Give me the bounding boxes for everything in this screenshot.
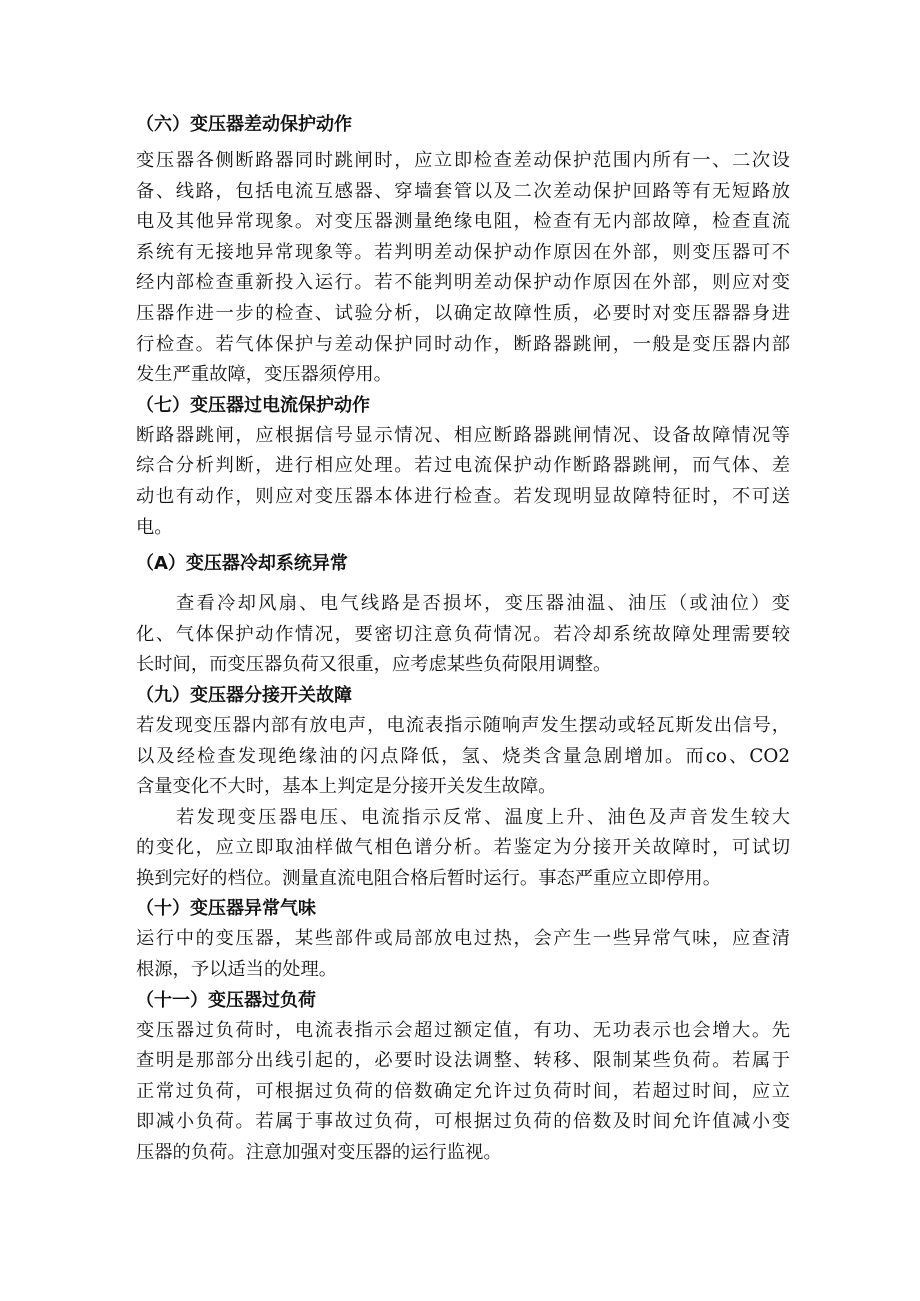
text-line: 查看冷却风扇、电气线路是否损坏，变压器油温、油压（或油位）变: [176, 593, 790, 615]
section: [136, 894, 790, 985]
paragraph: [136, 1016, 790, 1169]
text-line: 变压器过负荷时，电流表指示会超过额定值，有功、无功表示也会增大。先: [136, 1019, 790, 1041]
paragraph: [136, 924, 790, 985]
text-line: 电。: [136, 516, 173, 538]
text-line: 含量变化不大时，基本上判定是分接开关发生故障。: [136, 776, 557, 798]
text-line: 经内部检查重新投入运行。若不能判明差动保护动作原因在外部，则应对变: [136, 272, 790, 294]
text-line: 换到完好的档位。测量直流电阻合格后暂时运行。事态严重应立即停用。: [136, 867, 721, 889]
text-line: 压器的负荷。注意加强对变压器的运行监视。: [136, 1142, 502, 1164]
text-line: 断路器跳闸，应根据信号显示情况、相应断路器跳闸情况、设备故障情况等: [136, 424, 790, 446]
text-line: 即减小负荷。若属于事故过负荷，可根据过负荷的倍数及时间允许值减小变: [136, 1111, 790, 1133]
section: [136, 681, 790, 895]
paragraph: [136, 803, 790, 895]
text-line: 行检查。若气体保护与差动保护同时动作，断路器跳闸，一般是变压器内部: [136, 333, 790, 355]
section: [136, 391, 790, 543]
text-line: 根源，予以适当的处理。: [136, 959, 338, 981]
text-line: 若发现变压器内部有放电声，电流表指示随响声发生摆动或轻瓦斯发出信号，: [136, 714, 790, 736]
section-heading: （七）变压器过电流保护动作: [136, 394, 370, 416]
text-line: 变压器各侧断路器同时跳闸时，应立即检查差动保护范围内所有一、二次设: [136, 150, 790, 171]
paragraph: [136, 146, 790, 391]
document-page: [136, 110, 790, 1169]
text-line: 若发现变压器电压、电流指示反常、温度上升、油色及声音发生较大: [176, 806, 790, 828]
text-line: 以及经检查发现绝缘油的闪点降低，氢、烧类含量急剧增加。而co、CO2: [136, 745, 790, 767]
text-line: 压器作进一步的检查、试验分析，以确定故障性质，必要时对变压器器身进: [136, 302, 790, 324]
text-line: 发生严重故障，变压器须停用。: [136, 364, 392, 386]
text-line: 运行中的变压器，某些部件或局部放电过热，会产生一些异常气味，应查清: [136, 928, 790, 950]
text-line: 查明是那部分出线引起的，必要时设法调整、转移、限制某些负荷。若属于: [136, 1050, 790, 1072]
section-heading: （六）变压器差动保护动作: [136, 114, 352, 135]
text-line: 综合分析判断，进行相应处理。若过电流保护动作断路器跳闸，而气体、差: [136, 455, 790, 477]
text-line: 电及其他异常现象。对变压器测量绝缘电阻，检查有无内部故障，检查直流: [136, 211, 790, 233]
text-line: 备、线路，包括电流互感器、穿墙套管以及二次差动保护回路等有无短路放: [136, 180, 790, 202]
paragraph: [136, 589, 790, 681]
section: [136, 549, 790, 681]
text-line: 化、气体保护动作情况，要密切注意负荷情况。若冷却系统故障处理需要较: [136, 623, 790, 645]
text-line: 长时间，而变压器负荷又很重，应考虑某些负荷限用调整。: [136, 654, 612, 676]
section: [136, 110, 790, 391]
section-heading: （十）变压器异常气味: [136, 898, 316, 920]
text-line: 正常过负荷，可根据过负荷的倍数确定允许过负荷时间，若超过时间，应立: [136, 1080, 790, 1102]
text-line: 动也有动作，则应对变压器本体进行检查。若发现明显故障特征时，不可送: [136, 485, 790, 507]
text-line: 的变化，应立即取油样做气相色谱分析。若鉴定为分接开关故障时，可试切: [136, 837, 790, 859]
section-heading: （A）变压器冷却系统异常: [136, 553, 348, 575]
paragraph: [136, 711, 790, 803]
section-heading: （十一）变压器过负荷: [136, 989, 316, 1011]
text-line: 系统有无接地异常现象等。若判明差动保护动作原因在外部，则变压器可不: [136, 241, 790, 263]
paragraph: [136, 421, 790, 543]
section-heading: （九）变压器分接开关故障: [136, 684, 352, 706]
section: [136, 986, 790, 1169]
